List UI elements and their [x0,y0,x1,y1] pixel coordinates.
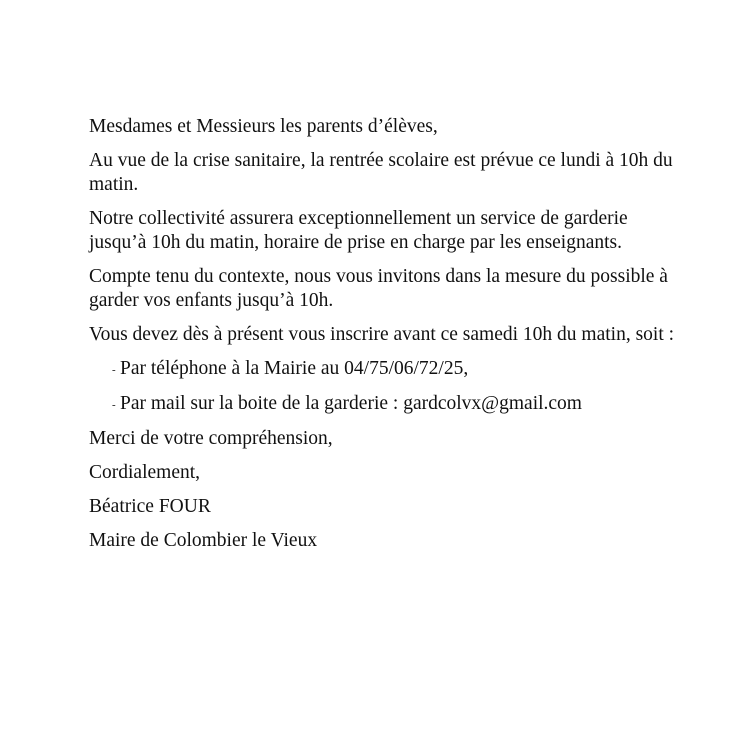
signer-title: Maire de Colombier le Vieux [89,530,318,551]
signer-name: Béatrice FOUR [89,496,211,517]
list-item-phone [89,357,679,382]
sign-off: Cordialement, [89,462,201,483]
bullet-dash: - [112,364,116,376]
paragraph-reopening: Au vue de la crise sanitaire, la rentrée scolaire est prévue ce lundi à 10h du matin. [89,150,673,195]
list-item-phone-text: Par téléphone à la Mairie au 04/75/06/72/25, [120,358,469,379]
list-item-email [89,392,679,417]
paragraph-registration: Vous devez dès à présent vous inscrire avant ce samedi 10h du matin, soit : [89,324,675,345]
letter [89,115,679,563]
paragraph-daycare: Notre collectivité assurera exceptionnellement un service de garderie jusqu’à 10h du matin, horaire de prise en charge par les enseignants. [89,208,628,253]
list-item-email-text: Par mail sur la boite de la garderie : gardcolvx@gmail.com [120,393,582,414]
closing: Merci de votre compréhension, [89,428,333,449]
paragraph-context: Compte tenu du contexte, nous vous invitons dans la mesure du possible à garder vos enfants jusqu’à 10h. [89,266,668,311]
bullet-dash: - [112,399,116,411]
salutation: Mesdames et Messieurs les parents d’élèves, [89,116,438,137]
